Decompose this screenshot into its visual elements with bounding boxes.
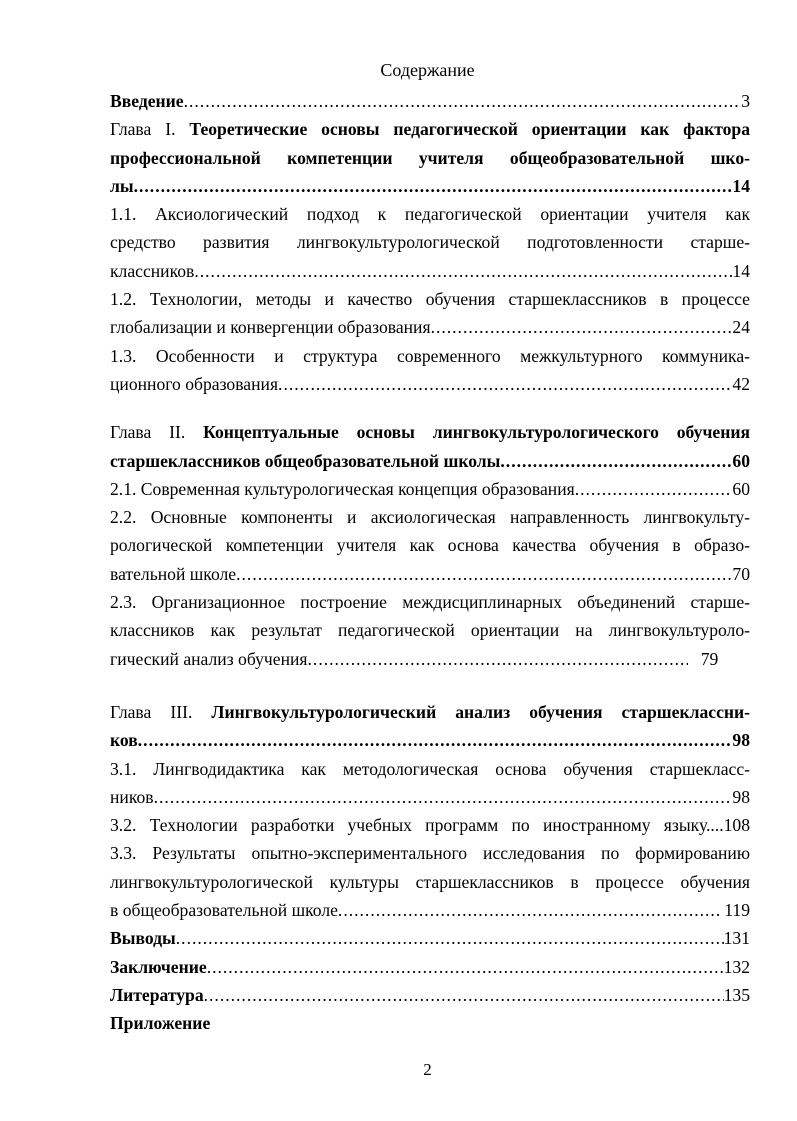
dot-leader bbox=[236, 560, 732, 588]
toc-section-2-2-line-1: 2.2. Основные компоненты и аксиологическая направленность лингвокульту- bbox=[110, 507, 750, 528]
dot-leader bbox=[154, 783, 733, 811]
toc-entry-label: Введение bbox=[110, 91, 184, 111]
page-title: Содержание bbox=[380, 60, 475, 80]
dot-leader bbox=[308, 645, 688, 673]
toc-chapter-1-line-3 bbox=[110, 172, 750, 200]
chapter-spacer bbox=[110, 673, 750, 698]
toc-entry-label: Выводы bbox=[110, 928, 176, 949]
toc-page-number: 79 bbox=[687, 648, 719, 669]
toc-section-1-1-line-2: средство развития лингвокультурологической подготовленности старше- bbox=[110, 232, 750, 253]
chapter-title: Теоретические основы педагогической ориентации как фактора bbox=[189, 119, 750, 140]
chapter-title: Концептуальные основы лингвокультурологического обучения bbox=[203, 422, 750, 443]
toc-section-3-1-line-1: 3.1. Лингводидактика как методологическая основа обучения старшекласс- bbox=[110, 758, 750, 779]
dot-leader bbox=[575, 475, 733, 503]
page-number: 2 bbox=[423, 1060, 432, 1079]
toc-page-number: 24 bbox=[732, 317, 750, 338]
section-title-end: классников bbox=[110, 260, 195, 281]
section-title-end: вательной школе bbox=[110, 563, 237, 584]
toc-page-number: 119 bbox=[719, 900, 750, 921]
dot-leader bbox=[134, 172, 733, 200]
toc-entry-label: Литература bbox=[110, 984, 204, 1005]
toc-section-3-1-line-2 bbox=[110, 783, 750, 811]
toc-page-number: 60 bbox=[732, 450, 750, 471]
toc-section-2-2-line-2: рологической компетенции учителя как основа качества обучения в образо- bbox=[110, 535, 750, 556]
dot-leader bbox=[184, 87, 742, 115]
dot-leader bbox=[138, 726, 733, 754]
toc-section-2-3-line-1: 2.3. Организационное построение междисциплинарных объединений старше- bbox=[110, 592, 750, 613]
dot-leader bbox=[194, 257, 732, 285]
toc-chapter-3-line-1 bbox=[110, 698, 750, 726]
toc-page-number: 98 bbox=[732, 786, 750, 807]
toc-page-number: 70 bbox=[732, 563, 750, 584]
toc-chapter-2-line-2 bbox=[110, 447, 750, 475]
toc-page-number: 3 bbox=[741, 91, 750, 111]
chapter-prefix: Глава III. bbox=[110, 701, 212, 722]
dot-leader bbox=[278, 370, 732, 398]
toc-entry-introduction bbox=[110, 87, 750, 115]
chapter-prefix: Глава I. bbox=[110, 119, 190, 140]
toc-section-1-2-line-1: 1.2. Технологии, методы и качество обучения старшеклассников в процессе bbox=[110, 289, 750, 310]
toc-section-3-3-line-1: 3.3. Результаты опытно-экспериментального исследования по формированию bbox=[110, 843, 750, 864]
toc-section-3-3-line-2: лингвокультурологической культуры старшеклассников в процессе обучения bbox=[110, 871, 750, 892]
chapter-title-end: лы bbox=[110, 175, 134, 196]
toc-section-1-2-line-2 bbox=[110, 313, 750, 341]
toc-entry-conclusions bbox=[110, 924, 750, 952]
toc-chapter-2-line-1 bbox=[110, 418, 750, 446]
dot-leader bbox=[176, 924, 724, 952]
dot-leader bbox=[207, 953, 724, 981]
toc-page-number: 135 bbox=[723, 984, 750, 1005]
section-title-end: в общеобразовательной школе bbox=[110, 900, 338, 921]
toc-section-2-3-line-2: классников как результат педагогической ориентации на лингвокультуроло- bbox=[110, 620, 750, 641]
toc-entry-final bbox=[110, 953, 750, 981]
section-title-end: глобализации и конвергенции образования bbox=[110, 317, 431, 338]
toc-chapter-1-line-1 bbox=[110, 115, 750, 143]
toc-section-3-3-line-3 bbox=[110, 896, 750, 924]
table-of-contents bbox=[110, 87, 750, 1038]
toc-section-3-2: 3.2. Технологии разработки учебных программ по иностранному языку....108 bbox=[110, 815, 750, 836]
section-title-end: ников bbox=[110, 786, 154, 807]
toc-section-2-2-line-3 bbox=[110, 560, 750, 588]
chapter-prefix: Глава II. bbox=[110, 422, 204, 443]
chapter-title-end: ков bbox=[110, 730, 138, 751]
toc-section-1-3-line-2 bbox=[110, 370, 750, 398]
toc-section-1-1-line-3 bbox=[110, 257, 750, 285]
toc-chapter-1-line-2: профессиональной компетенции учителя общеобразовательной шко- bbox=[110, 147, 750, 168]
section-title: 2.1. Современная культурологическая концепция образования bbox=[110, 478, 575, 499]
dot-leader bbox=[204, 981, 724, 1009]
toc-page-number: 132 bbox=[723, 956, 750, 977]
toc-entry-literature bbox=[110, 981, 750, 1009]
toc-section-2-3-line-3 bbox=[110, 645, 750, 673]
chapter-spacer bbox=[110, 398, 750, 418]
toc-page-number: 14 bbox=[732, 260, 750, 281]
toc-section-1-3-line-1: 1.3. Особенности и структура современного межкультурного коммуника- bbox=[110, 345, 750, 366]
toc-page-number: 60 bbox=[732, 478, 750, 499]
section-title-end: ционного образования bbox=[110, 373, 279, 394]
toc-page-number: 14 bbox=[732, 175, 750, 196]
chapter-title: Лингвокультурологический анализ обучения старшеклассни- bbox=[211, 701, 750, 722]
toc-entry-appendix: Приложение bbox=[110, 1013, 211, 1034]
dot-leader bbox=[500, 447, 732, 475]
chapter-title-end: старшеклассников общеобразовательной школы bbox=[110, 450, 501, 471]
toc-entry-label: Заключение bbox=[110, 956, 207, 977]
toc-chapter-3-line-2 bbox=[110, 726, 750, 754]
toc-section-1-1-line-1: 1.1. Аксиологический подход к педагогической ориентации учителя как bbox=[110, 204, 750, 225]
toc-section-2-1 bbox=[110, 475, 750, 503]
dot-leader bbox=[431, 313, 733, 341]
section-title-end: гический анализ обучения bbox=[110, 648, 308, 669]
dot-leader bbox=[338, 896, 720, 924]
toc-page-number: 42 bbox=[732, 373, 750, 394]
toc-page-number: 131 bbox=[723, 928, 750, 949]
toc-page-number: 98 bbox=[732, 730, 750, 751]
